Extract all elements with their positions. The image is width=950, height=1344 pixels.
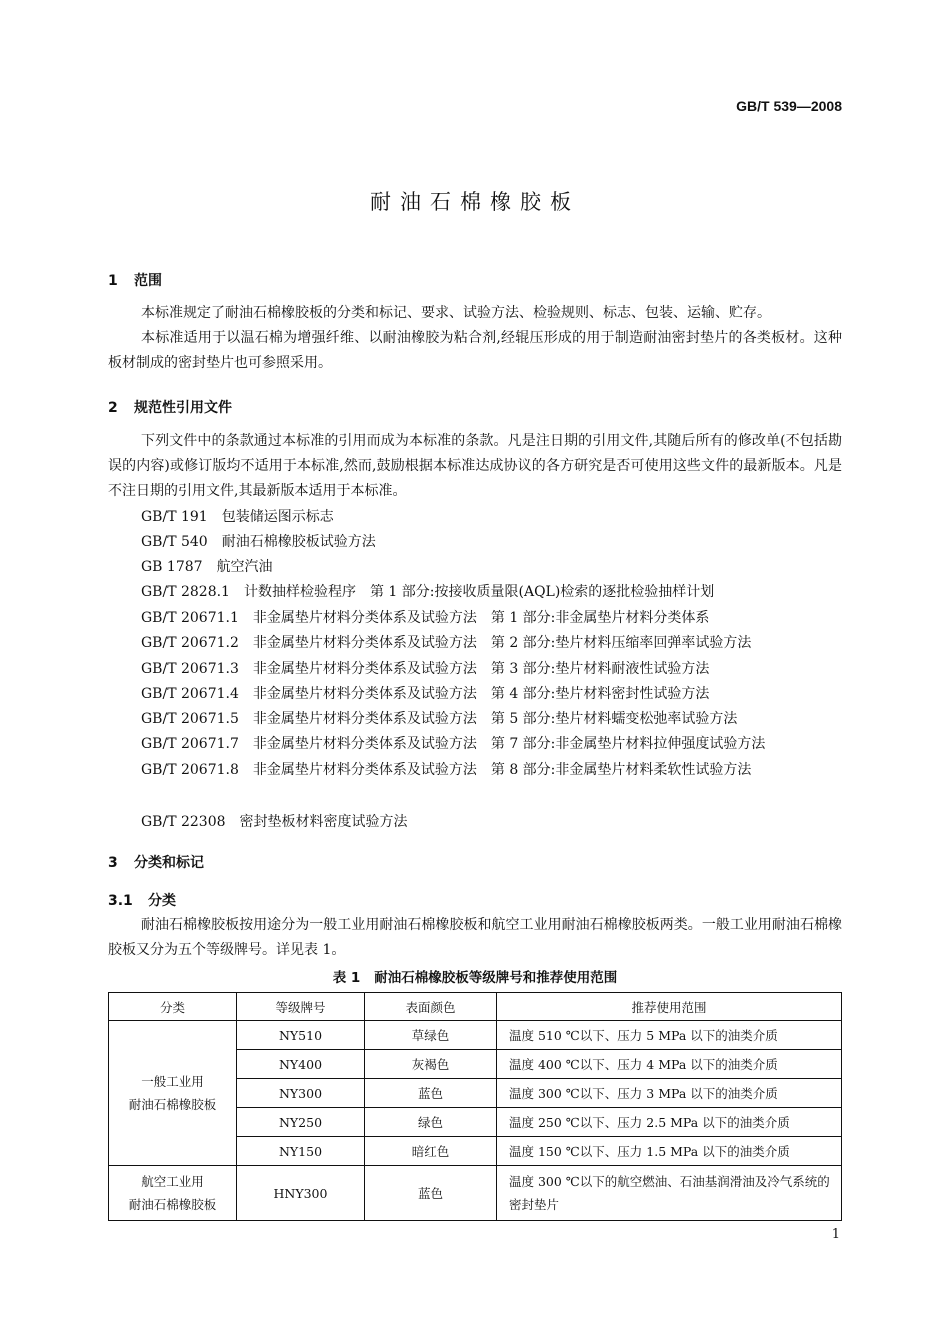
grade-cell: HNY300 xyxy=(237,1166,365,1221)
grade-cell: NY510 xyxy=(237,1021,365,1050)
color-cell: 蓝色 xyxy=(365,1166,497,1221)
section-number: 3 xyxy=(108,855,118,871)
section-title: 分类 xyxy=(148,893,176,909)
reference-code: GB 1787 xyxy=(141,559,203,575)
reference-title: 非金属垫片材料分类体系及试验方法 第 8 部分:非金属垫片材料柔软性试验方法 xyxy=(252,762,752,778)
table-row xyxy=(109,1166,842,1221)
reference-item xyxy=(141,682,709,707)
reference-title: 包装储运图示标志 xyxy=(221,509,334,525)
reference-item xyxy=(141,505,334,530)
reference-title: 密封垫板材料密度试验方法 xyxy=(239,814,408,830)
category-cell xyxy=(109,1021,237,1166)
section-2-para-1: 下列文件中的条款通过本标准的引用而成为本标准的条款。凡是注日期的引用文件,其随后所有的修改单(不包括勘误的内容)或修订版均不适用于本标准,然而,鼓励根据本标准达成协议的各方研究是否可使用这些文件的最新版本。凡是不注日期的引用文件,其最新版本适用于本标准。 xyxy=(108,433,842,499)
section-1-para-1: 本标准规定了耐油石棉橡胶板的分类和标记、要求、试验方法、检验规则、标志、包装、运输、贮存。 xyxy=(141,305,771,321)
reference-item xyxy=(141,580,714,605)
range-cell: 温度 400 ℃以下、压力 4 MPa 以下的油类介质 xyxy=(497,1050,842,1079)
standard-number: GB/T 539—2008 xyxy=(736,98,842,114)
color-cell: 蓝色 xyxy=(365,1079,497,1108)
header-range: 推荐使用范围 xyxy=(497,993,842,1021)
reference-title: 非金属垫片材料分类体系及试验方法 第 3 部分:垫片材料耐液性试验方法 xyxy=(252,661,710,677)
reference-item xyxy=(141,810,408,835)
range-cell: 温度 300 ℃以下、压力 3 MPa 以下的油类介质 xyxy=(497,1079,842,1108)
section-number: 2 xyxy=(108,400,118,416)
section-title: 规范性引用文件 xyxy=(134,400,232,416)
grade-cell: NY300 xyxy=(237,1079,365,1108)
range-cell: 温度 510 ℃以下、压力 5 MPa 以下的油类介质 xyxy=(497,1021,842,1050)
reference-item xyxy=(141,555,273,580)
section-title: 范围 xyxy=(134,273,162,289)
section-2-heading xyxy=(108,397,232,417)
reference-item xyxy=(141,530,376,555)
color-cell: 暗红色 xyxy=(365,1137,497,1166)
reference-code: GB/T 191 xyxy=(141,509,208,525)
category-line: 一般工业用 xyxy=(141,1074,204,1089)
range-cell: 温度 300 ℃以下的航空燃油、石油基润滑油及冷气系统的密封垫片 xyxy=(497,1166,842,1221)
table-header-row xyxy=(109,993,842,1021)
reference-item xyxy=(108,758,842,783)
reference-title: 非金属垫片材料分类体系及试验方法 第 4 部分:垫片材料密封性试验方法 xyxy=(252,686,710,702)
page-number: 1 xyxy=(831,1227,840,1242)
grade-cell: NY400 xyxy=(237,1050,365,1079)
reference-code: GB/T 20671.7 xyxy=(141,736,239,752)
range-cell: 温度 250 ℃以下、压力 2.5 MPa 以下的油类介质 xyxy=(497,1108,842,1137)
reference-code: GB/T 20671.5 xyxy=(141,711,239,727)
table-title: 耐油石棉橡胶板等级牌号和推荐使用范围 xyxy=(374,970,618,986)
reference-item xyxy=(141,631,751,656)
grades-table xyxy=(108,992,842,1221)
reference-title: 非金属垫片材料分类体系及试验方法 第 5 部分:垫片材料蠕变松弛率试验方法 xyxy=(252,711,738,727)
reference-title: 非金属垫片材料分类体系及试验方法 第 7 部分:非金属垫片材料拉伸强度试验方法 xyxy=(252,736,766,752)
header-color: 表面颜色 xyxy=(365,993,497,1021)
header-grade: 等级牌号 xyxy=(237,993,365,1021)
reference-item xyxy=(141,707,737,732)
color-cell: 绿色 xyxy=(365,1108,497,1137)
reference-code: GB/T 20671.2 xyxy=(141,635,239,651)
category-line: 耐油石棉橡胶板 xyxy=(128,1097,217,1112)
reference-code: GB/T 20671.1 xyxy=(141,610,239,626)
grade-cell: NY150 xyxy=(237,1137,365,1166)
reference-code: GB/T 540 xyxy=(141,534,208,550)
section-title: 分类和标记 xyxy=(134,855,204,871)
reference-code: GB/T 20671.3 xyxy=(141,661,239,677)
reference-title: 计数抽样检验程序 第 1 部分:按接收质量限(AQL)检索的逐批检验抽样计划 xyxy=(243,584,715,600)
section-3-1-para-1: 耐油石棉橡胶板按用途分为一般工业用耐油石棉橡胶板和航空工业用耐油石棉橡胶板两类。一般工业用耐油石棉橡胶板又分为五个等级牌号。详见表 1。 xyxy=(108,917,842,958)
reference-title: 非金属垫片材料分类体系及试验方法 第 1 部分:非金属垫片材料分类体系 xyxy=(252,610,710,626)
table-number: 表 1 xyxy=(332,970,361,986)
category-cell xyxy=(109,1166,237,1221)
section-1-para-2: 本标准适用于以温石棉为增强纤维、以耐油橡胶为粘合剂,经辊压形成的用于制造耐油密封垫片的各类板材。这种板材制成的密封垫片也可参照采用。 xyxy=(108,330,842,371)
reference-title: 耐油石棉橡胶板试验方法 xyxy=(221,534,376,550)
table-row xyxy=(109,1021,842,1050)
color-cell: 灰褐色 xyxy=(365,1050,497,1079)
reference-item xyxy=(141,606,709,631)
reference-code: GB/T 20671.8 xyxy=(141,762,239,778)
section-3-1-heading xyxy=(108,890,176,910)
reference-title: 航空汽油 xyxy=(216,559,273,575)
reference-title: 非金属垫片材料分类体系及试验方法 第 2 部分:垫片材料压缩率回弹率试验方法 xyxy=(252,635,752,651)
reference-item xyxy=(141,732,765,757)
color-cell: 草绿色 xyxy=(365,1021,497,1050)
section-number: 1 xyxy=(108,273,118,289)
range-cell: 温度 150 ℃以下、压力 1.5 MPa 以下的油类介质 xyxy=(497,1137,842,1166)
section-number: 3.1 xyxy=(108,893,133,909)
section-1-heading xyxy=(108,270,162,290)
category-line: 航空工业用 xyxy=(141,1174,204,1189)
document-title: 耐油石棉橡胶板 xyxy=(370,190,580,214)
table-caption xyxy=(0,966,950,986)
reference-code: GB/T 20671.4 xyxy=(141,686,239,702)
section-3-heading xyxy=(108,852,204,872)
header-category: 分类 xyxy=(109,993,237,1021)
grade-cell: NY250 xyxy=(237,1108,365,1137)
reference-code: GB/T 22308 xyxy=(141,814,226,830)
category-line: 耐油石棉橡胶板 xyxy=(128,1197,217,1212)
reference-item xyxy=(141,657,709,682)
reference-code: GB/T 2828.1 xyxy=(141,584,230,600)
